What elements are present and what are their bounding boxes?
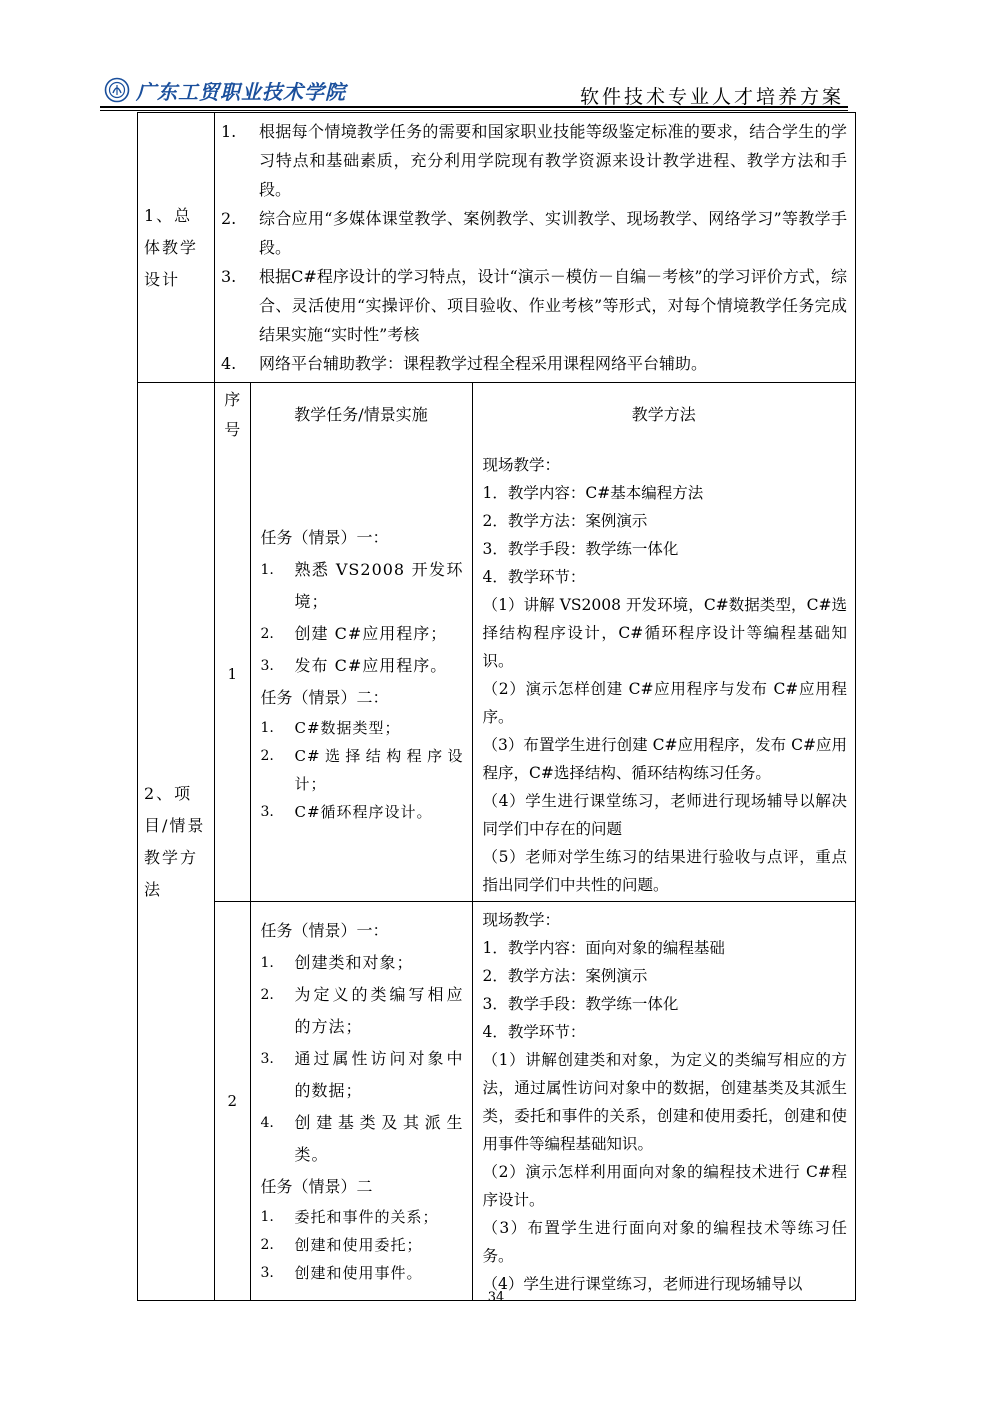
project-method-cell	[215, 383, 856, 1301]
task-number: 1.	[260, 562, 274, 578]
task-text: 为定义的类编写相应的方法；	[294, 985, 464, 1036]
task-number: 3.	[260, 1265, 274, 1281]
task-group-title: 任务（情景）一：	[260, 921, 389, 940]
item-text: 网络平台辅助教学：课程教学过程全程采用课程网络平台辅助。	[259, 354, 708, 373]
task-number: 1.	[260, 1209, 274, 1225]
task-number: 2.	[260, 987, 274, 1003]
method-line: 2．教学方法：案例演示	[482, 512, 648, 530]
header-task: 教学任务/情景实施	[250, 383, 472, 447]
method-line: （3）布置学生进行创建 C#应用程序，发布 C#应用程序，C#选择结构、循环结构练习任务。	[482, 736, 847, 782]
method-line: （5）老师对学生练习的结果进行验收与点评，重点指出同学们中共性的问题。	[482, 848, 847, 894]
row-seq: 1	[215, 447, 250, 902]
item-text: 根据每个情境教学任务的需要和国家职业技能等级鉴定标准的要求，结合学生的学习特点和基础素质，充分利用学院现有教学资源来设计教学进程、教学方法和手段。	[259, 122, 847, 199]
page-header	[100, 72, 848, 108]
method-line: 现场教学：	[482, 911, 561, 929]
method-line: （1）讲解 VS2008 开发环境，C#数据类型，C#选择结构程序设计，C#循环程序设计等编程基础知识。	[482, 596, 847, 670]
task-number: 2.	[260, 626, 274, 642]
task-group-title: 任务（情景）一：	[260, 528, 389, 547]
overall-design-item	[221, 204, 847, 262]
method-line: 4．教学环节：	[482, 1023, 586, 1041]
task-item	[261, 742, 464, 798]
task-text: C#数据类型；	[294, 719, 401, 737]
task-item	[261, 1259, 464, 1287]
task-number: 1.	[260, 955, 274, 971]
task-item	[261, 1107, 464, 1171]
method-line: 1．教学内容：C#基本编程方法	[482, 484, 704, 502]
row-methods	[472, 902, 855, 1301]
row-seq: 2	[215, 902, 250, 1301]
method-line: （3）布置学生进行面向对象的编程技术等练习任务。	[482, 1219, 847, 1265]
method-line: 3．教学手段：教学练一体化	[482, 995, 679, 1013]
task-group-title: 任务（情景）二	[260, 1177, 373, 1196]
task-item	[261, 798, 464, 826]
task-text: 创建 C#应用程序；	[294, 624, 448, 643]
overall-design-row	[138, 113, 856, 383]
task-group-title: 任务（情景）二：	[260, 688, 389, 707]
method-line: （2）演示怎样创建 C#应用程序与发布 C#应用程序。	[482, 680, 847, 726]
item-number: 3.	[221, 267, 237, 286]
method-line: 4．教学环节：	[482, 568, 586, 586]
method-line: （2）演示怎样利用面向对象的编程技术进行 C#程序设计。	[482, 1163, 847, 1209]
task-text: 通过属性访问对象中的数据；	[294, 1049, 464, 1100]
school-emblem-icon	[104, 77, 130, 103]
header-seq-text: 序号	[224, 390, 241, 439]
task-text: 委托和事件的关系；	[294, 1208, 439, 1226]
row-methods	[472, 447, 855, 902]
task-item	[261, 1203, 464, 1231]
overall-design-item	[221, 349, 847, 378]
task-text: 创建和使用委托；	[294, 1236, 423, 1254]
task-item	[261, 650, 464, 682]
task-text: 熟悉 VS2008 开发环境；	[294, 560, 464, 611]
school-logo	[104, 76, 346, 104]
teaching-design-table	[137, 112, 856, 1301]
method-line: 1．教学内容：面向对象的编程基础	[482, 939, 725, 957]
overall-design-item	[221, 262, 847, 349]
task-text: 创建和使用事件。	[294, 1264, 423, 1282]
project-row	[215, 447, 855, 902]
row-tasks	[250, 902, 472, 1301]
method-line: 3．教学手段：教学练一体化	[482, 540, 679, 558]
project-method-table	[215, 383, 855, 1300]
inner-table-header	[215, 383, 855, 447]
item-number: 1.	[221, 122, 237, 141]
task-number: 4.	[260, 1115, 274, 1131]
method-line: 2．教学方法：案例演示	[482, 967, 648, 985]
item-text: 综合应用“多媒体课堂教学、案例教学、实训教学、现场教学、网络学习”等教学手段。	[259, 209, 847, 257]
header-rule-thin	[100, 110, 848, 111]
task-item	[261, 979, 464, 1043]
method-line: （1）讲解创建类和对象，为定义的类编写相应的方法，通过属性访问对象中的数据，创建基类及其派生类，委托和事件的关系，创建和使用委托，创建和使用事件等编程基础知识。	[482, 1051, 847, 1153]
task-item	[261, 1231, 464, 1259]
task-item	[261, 947, 464, 979]
project-row	[215, 902, 855, 1301]
method-line: （4）学生进行课堂练习，老师进行现场辅导以解决同学们中存在的问题	[482, 792, 847, 838]
overall-design-list	[215, 113, 856, 383]
task-text: 发布 C#应用程序。	[294, 656, 448, 675]
task-number: 2.	[260, 748, 274, 764]
document-title: 软件技术专业人才培养方案	[579, 86, 844, 108]
item-text: 根据C#程序设计的学习特点，设计“演示－模仿－自编－考核”的学习评价方式，综合、灵活使用“实操评价、项目验收、作业考核”等形式，对每个情境教学任务完成结果实施“实时性”考核	[259, 267, 847, 344]
item-number: 4.	[221, 354, 237, 373]
overall-design-item	[221, 117, 847, 204]
project-method-label: 2、项目/情景教学方法	[138, 383, 215, 1301]
task-number: 1.	[260, 720, 274, 736]
header-seq	[215, 383, 250, 447]
task-text: 创建基类及其派生类。	[294, 1113, 464, 1164]
task-text: 创建类和对象；	[294, 953, 414, 972]
project-method-row	[138, 383, 856, 1301]
task-number: 2.	[260, 1237, 274, 1253]
header-method: 教学方法	[472, 383, 855, 447]
task-item	[261, 618, 464, 650]
school-name: 广东工贸职业技术学院	[136, 79, 346, 104]
task-item	[261, 1043, 464, 1107]
header-rule	[100, 106, 848, 108]
task-item	[261, 554, 464, 618]
task-text: C#循环程序设计。	[294, 803, 433, 821]
method-line: 现场教学：	[482, 456, 561, 474]
page-number: 34	[487, 1290, 505, 1305]
item-number: 2.	[221, 209, 237, 228]
overall-design-label: 1、总体教学设计	[138, 113, 215, 383]
task-item	[261, 714, 464, 742]
task-number: 3.	[260, 804, 274, 820]
method-line: （4）学生进行课堂练习，老师进行现场辅导以	[482, 1275, 803, 1293]
task-text: C#选择结构程序设计；	[294, 747, 464, 793]
row-tasks	[250, 447, 472, 902]
task-number: 3.	[260, 658, 274, 674]
task-number: 3.	[260, 1051, 274, 1067]
